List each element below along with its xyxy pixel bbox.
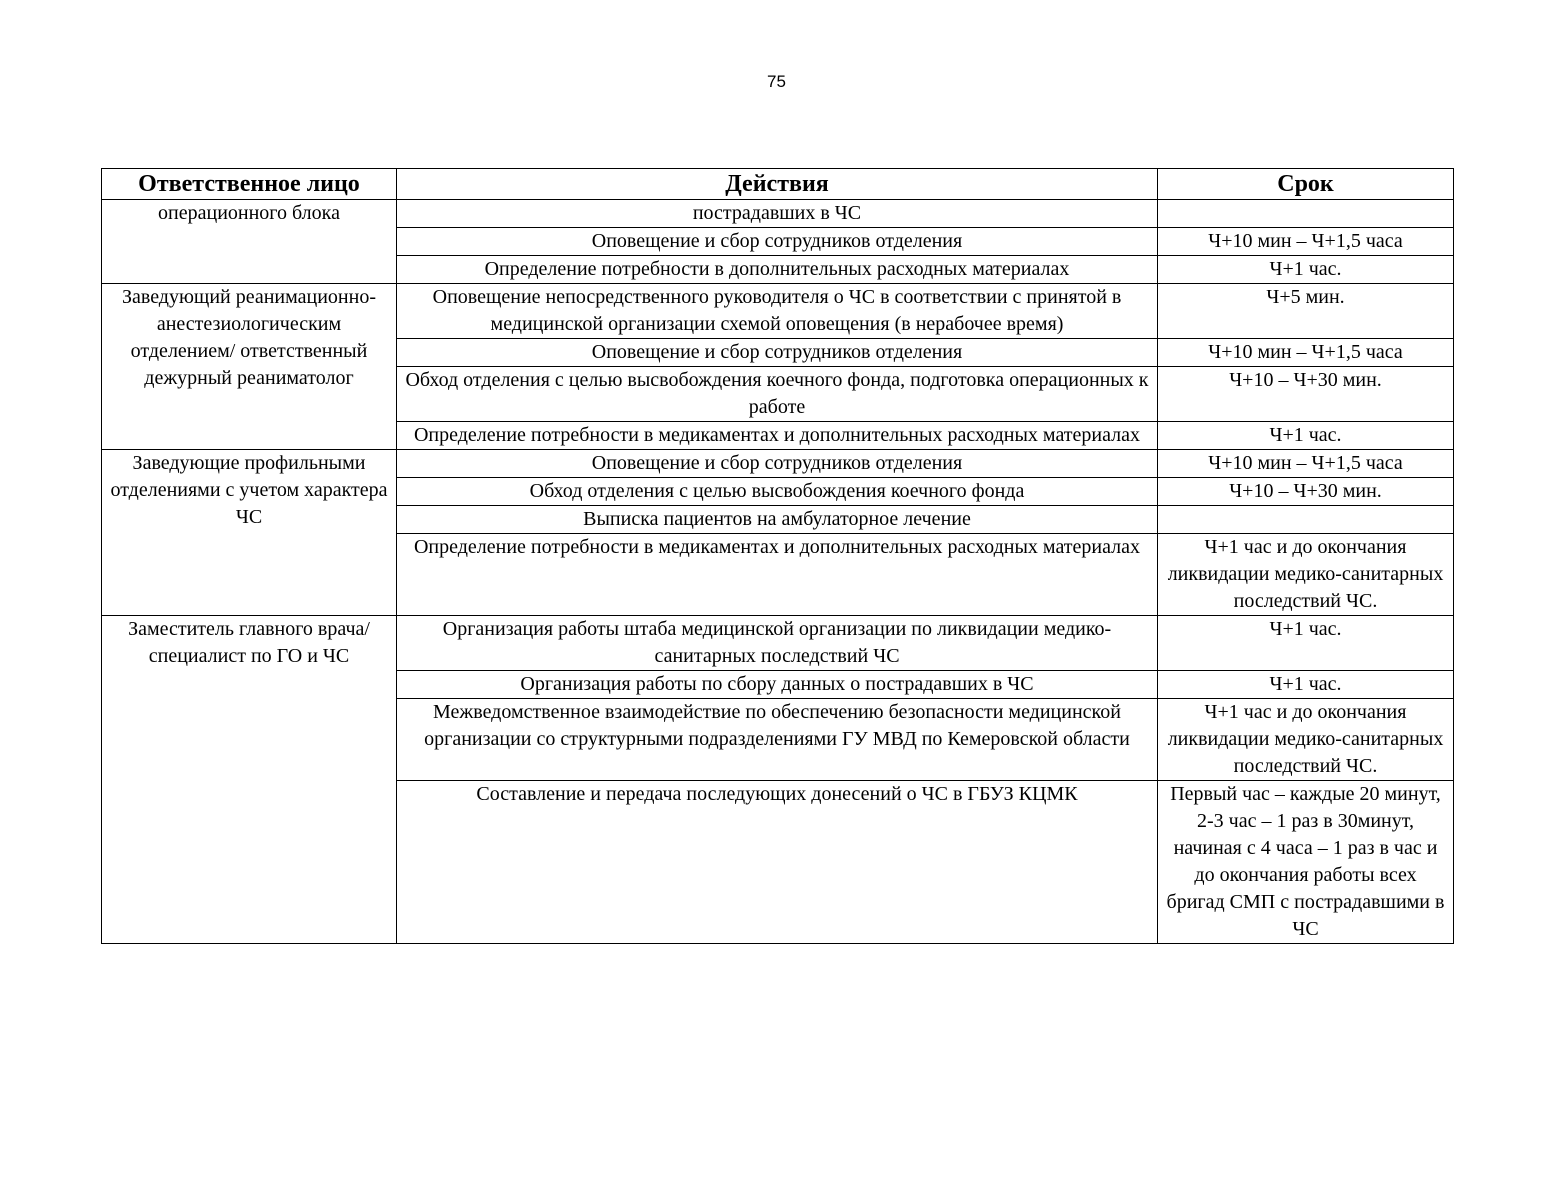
term-cell: Ч+5 мин. xyxy=(1158,284,1454,339)
term-cell: Ч+1 час. xyxy=(1158,671,1454,699)
header-responsible-person: Ответственное лицо xyxy=(102,169,397,200)
action-cell: Определение потребности в медикаментах и дополнительных расходных материалах xyxy=(397,534,1158,616)
responsible-person-cell: операционного блока xyxy=(102,200,397,284)
table-row xyxy=(102,616,1454,671)
term-cell: Ч+1 час. xyxy=(1158,256,1454,284)
term-cell: Ч+10 – Ч+30 мин. xyxy=(1158,367,1454,422)
term-cell: Ч+10 мин – Ч+1,5 часа xyxy=(1158,228,1454,256)
term-cell: Ч+1 час. xyxy=(1158,422,1454,450)
action-cell: Обход отделения с целью высвобождения коечного фонда xyxy=(397,478,1158,506)
action-cell: Определение потребности в медикаментах и дополнительных расходных материалах xyxy=(397,422,1158,450)
action-cell: Межведомственное взаимодействие по обеспечению безопасности медицинской организации со структурными подразделениями ГУ МВД по Кемеровской области xyxy=(397,699,1158,781)
table-row xyxy=(102,284,1454,339)
action-cell: Оповещение и сбор сотрудников отделения xyxy=(397,450,1158,478)
action-cell: Определение потребности в дополнительных расходных материалах xyxy=(397,256,1158,284)
action-cell: Оповещение и сбор сотрудников отделения xyxy=(397,228,1158,256)
term-cell: Первый час – каждые 20 минут, 2-3 час – 1 раз в 30минут, начиная с 4 часа – 1 раз в час и до окончания работы всех бригад СМП с пострадавшими в ЧС xyxy=(1158,781,1454,944)
action-plan-table xyxy=(101,168,1454,944)
action-cell: пострадавших в ЧС xyxy=(397,200,1158,228)
action-cell: Организация работы по сбору данных о пострадавших в ЧС xyxy=(397,671,1158,699)
term-cell xyxy=(1158,506,1454,534)
term-cell: Ч+1 час. xyxy=(1158,616,1454,671)
action-cell: Составление и передача последующих донесений о ЧС в ГБУЗ КЦМК xyxy=(397,781,1158,944)
responsible-person-cell: Заведующие профильными отделениями с учетом характера ЧС xyxy=(102,450,397,616)
action-cell: Выписка пациентов на амбулаторное лечение xyxy=(397,506,1158,534)
table-header-row xyxy=(102,169,1454,200)
table-row xyxy=(102,200,1454,228)
page-number: 75 xyxy=(767,72,786,91)
action-cell: Оповещение и сбор сотрудников отделения xyxy=(397,339,1158,367)
responsible-person-cell: Заведующий реанимационно-анестезиологическим отделением/ ответственный дежурный реаниматолог xyxy=(102,284,397,450)
term-cell: Ч+10 мин – Ч+1,5 часа xyxy=(1158,450,1454,478)
header-actions: Действия xyxy=(397,169,1158,200)
responsible-person-cell: Заместитель главного врача/специалист по ГО и ЧС xyxy=(102,616,397,944)
term-cell: Ч+10 – Ч+30 мин. xyxy=(1158,478,1454,506)
action-cell: Обход отделения с целью высвобождения коечного фонда, подготовка операционных к работе xyxy=(397,367,1158,422)
term-cell xyxy=(1158,200,1454,228)
term-cell: Ч+10 мин – Ч+1,5 часа xyxy=(1158,339,1454,367)
action-cell: Оповещение непосредственного руководителя о ЧС в соответствии с принятой в медицинской организации схемой оповещения (в нерабочее время) xyxy=(397,284,1158,339)
term-cell: Ч+1 час и до окончания ликвидации медико-санитарных последствий ЧС. xyxy=(1158,699,1454,781)
term-cell: Ч+1 час и до окончания ликвидации медико-санитарных последствий ЧС. xyxy=(1158,534,1454,616)
header-term: Срок xyxy=(1158,169,1454,200)
action-cell: Организация работы штаба медицинской организации по ликвидации медико-санитарных последствий ЧС xyxy=(397,616,1158,671)
table-row xyxy=(102,450,1454,478)
